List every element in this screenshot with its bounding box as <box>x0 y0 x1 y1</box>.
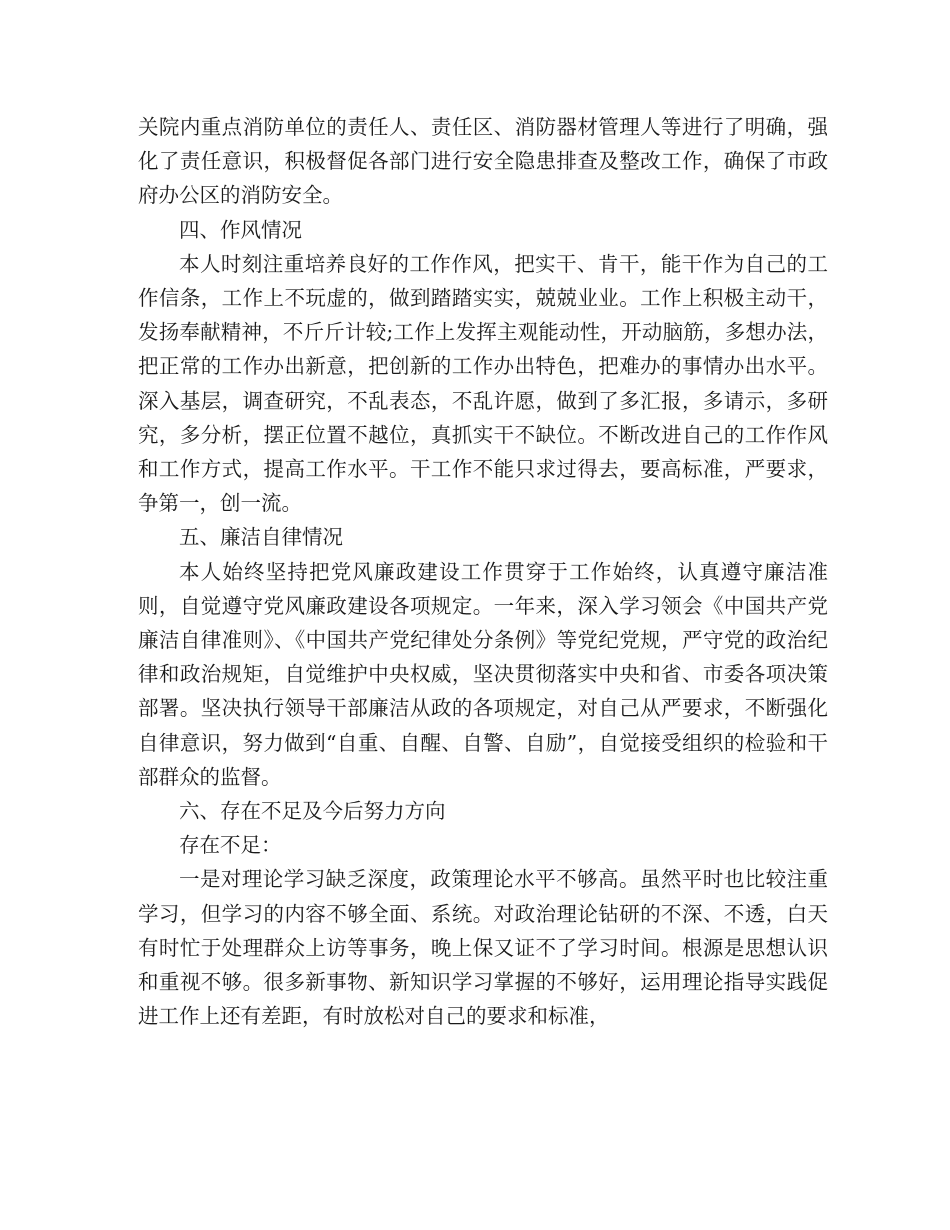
section-heading-shortcomings: 六、存在不足及今后努力方向 <box>179 799 446 824</box>
subheading-shortcomings: 存在不足： <box>179 833 282 858</box>
document-body <box>138 110 828 1033</box>
section-heading-integrity: 五、廉洁自律情况 <box>179 525 343 550</box>
paragraph-integrity: 本人始终坚持把党风廉政建设工作贯穿于工作始终，认真遵守廉洁准则，自觉遵守党风廉政建设各项规定。一年来，深入学习领会《中国共产党廉洁自律准则》、《中国共产党纪律处分条例》等党纪党规，严守党的政治纪律和政治规矩，自觉维护中央权威，坚决贯彻落实中央和省、市委各项决策部署。坚决执行领导干部廉洁从政的各项规定，对自己从严要求，不断强化自律意识，努力做到“自重、自醒、自警、自励”，自觉接受组织的检验和干部群众的监督。 <box>138 559 828 789</box>
paragraph-work-style: 本人时刻注重培养良好的工作作风，把实干、肯干，能干作为自己的工作信条，工作上不玩虚的，做到踏踏实实，兢兢业业。工作上积极主动干，发扬奉献精神，不斤斤计较;工作上发挥主观能动性，开动脑筋，多想办法，把正常的工作办出新意，把创新的工作办出特色，把难办的事情办出水平。深入基层，调查研究，不乱表态，不乱许愿，做到了多汇报，多请示，多研究，多分析，摆正位置不越位，真抓实干不缺位。不断改进自己的工作作风和工作方式，提高工作水平。干工作不能只求过得去，要高标准，严要求，争第一，创一流。 <box>138 251 828 516</box>
paragraph-fire-safety-continued: 关院内重点消防单位的责任人、责任区、消防器材管理人等进行了明确，强化了责任意识，积极督促各部门进行安全隐患排查及整改工作，确保了市政府办公区的消防安全。 <box>138 115 828 208</box>
section-heading-work-style: 四、作风情况 <box>179 217 302 242</box>
paragraph-theory-study: 一是对理论学习缺乏深度，政策理论水平不够高。虽然平时也比较注重学习，但学习的内容不够全面、系统。对政治理论钻研的不深、不透，白天有时忙于处理群众上访等事务，晚上保又证不了学习时间。根源是思想认识和重视不够。很多新事物、新知识学习掌握的不够好，运用理论指导实践促进工作上还有差距，有时放松对自己的要求和标准， <box>138 867 828 1029</box>
